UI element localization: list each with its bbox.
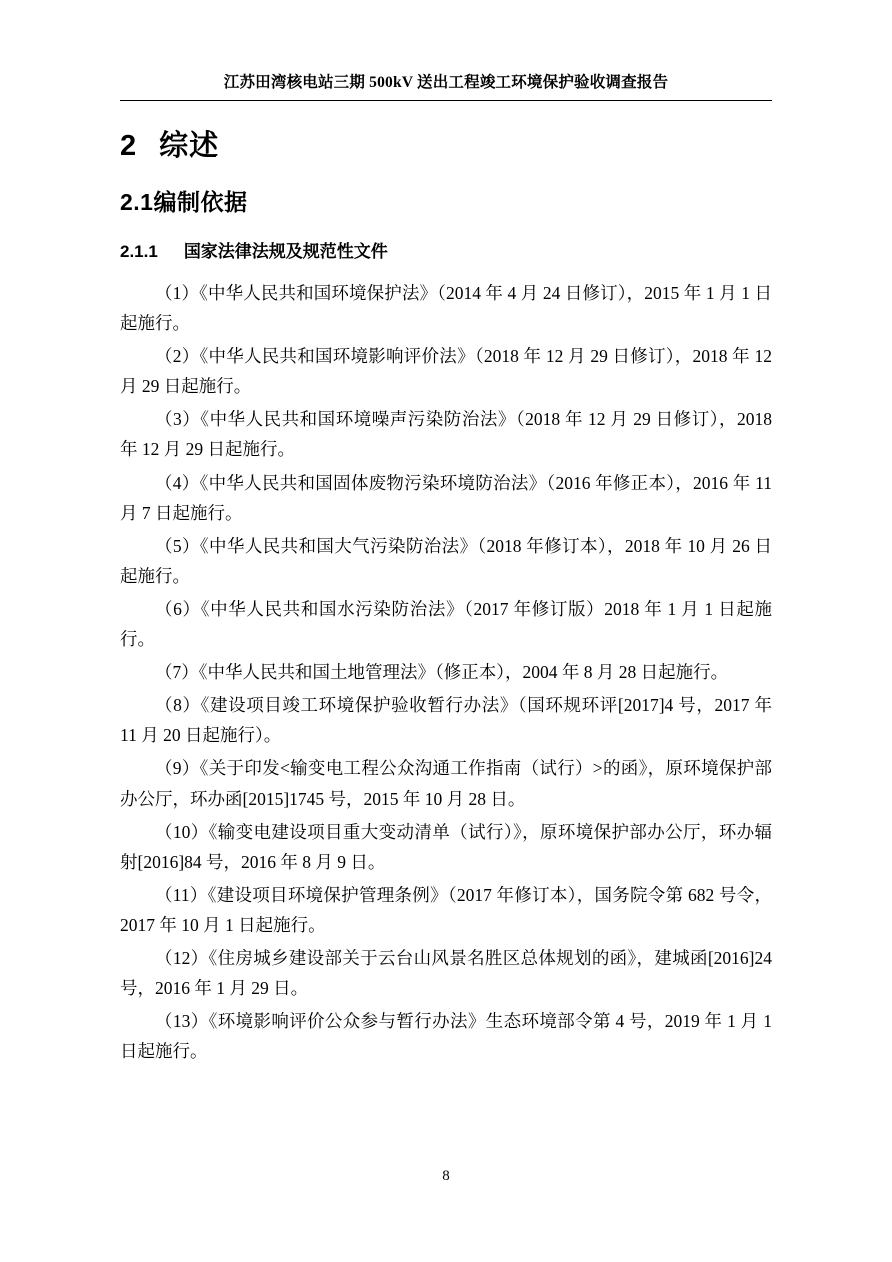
subsection-title: 国家法律法规及规范性文件 [183,242,388,261]
subsection-number: 2.1.1 [120,242,158,261]
body-paragraph: （1）《中华人民共和国环境保护法》（2014 年 4 月 24 日修订），2015 年 1 月 1 日起施行。 [120,283,772,334]
body-paragraph: （3）《中华人民共和国环境噪声污染防治法》（2018 年 12 月 29 日修订），2018 年 12 月 29 日起施行。 [120,409,772,460]
body-paragraph: （10）《输变电建设项目重大变动清单（试行）》，原环境保护部办公厅，环办辐射[2016]84 号，2016 年 8 月 9 日。 [120,821,772,872]
chapter-heading [120,123,772,164]
subsection-heading [120,237,772,262]
body-paragraph: （11）《建设项目环境保护管理条例》（2017 年修订本），国务院令第 682 号令，2017 年 10 月 1 日起施行。 [120,884,772,935]
body-paragraph: （9）《关于印发<输变电工程公众沟通工作指南（试行）>的函》，原环境保护部办公厅，环办函[2015]1745 号，2015 年 10 月 28 日。 [120,758,772,809]
page-number: 8 [442,1168,450,1184]
body-paragraph: （13）《环境影响评价公众参与暂行办法》生态环境部令第 4 号，2019 年 1 月 1 日起施行。 [120,1011,772,1062]
running-header: 江苏田湾核电站三期 500kV 送出工程竣工环境保护验收调查报告 [223,74,669,91]
chapter-title: 综述 [159,130,220,162]
body-paragraph: （5）《中华人民共和国大气污染防治法》（2018 年修订本），2018 年 10 月 26 日起施行。 [120,535,772,586]
body-paragraph: （2）《中华人民共和国环境影响评价法》（2018 年 12 月 29 日修订），2018 年 12 月 29 日起施行。 [120,346,772,397]
body-paragraph: （12）《住房城乡建设部关于云台山风景名胜区总体规划的函》，建城函[2016]24 号，2016 年 1 月 29 日。 [120,947,772,999]
body-paragraph: （7）《中华人民共和国土地管理法》（修正本），2004 年 8 月 28 日起施行。 [155,662,729,683]
chapter-number: 2 [120,130,138,162]
section-heading: 2.1编制依据 [120,189,248,215]
body-paragraph: （6）《中华人民共和国水污染防治法》（2017 年修订版）2018 年 1 月 1 日起施行。 [120,598,772,650]
body-paragraph: （8）《建设项目竣工环境保护验收暂行办法》（国环规环评[2017]4 号，2017 年 11 月 20 日起施行）。 [120,695,772,746]
page-content [120,70,772,1069]
body-paragraph: （4）《中华人民共和国固体废物污染环境防治法》（2016 年修正本），2016 年 11 月 7 日起施行。 [120,472,772,523]
header-divider [120,100,772,101]
